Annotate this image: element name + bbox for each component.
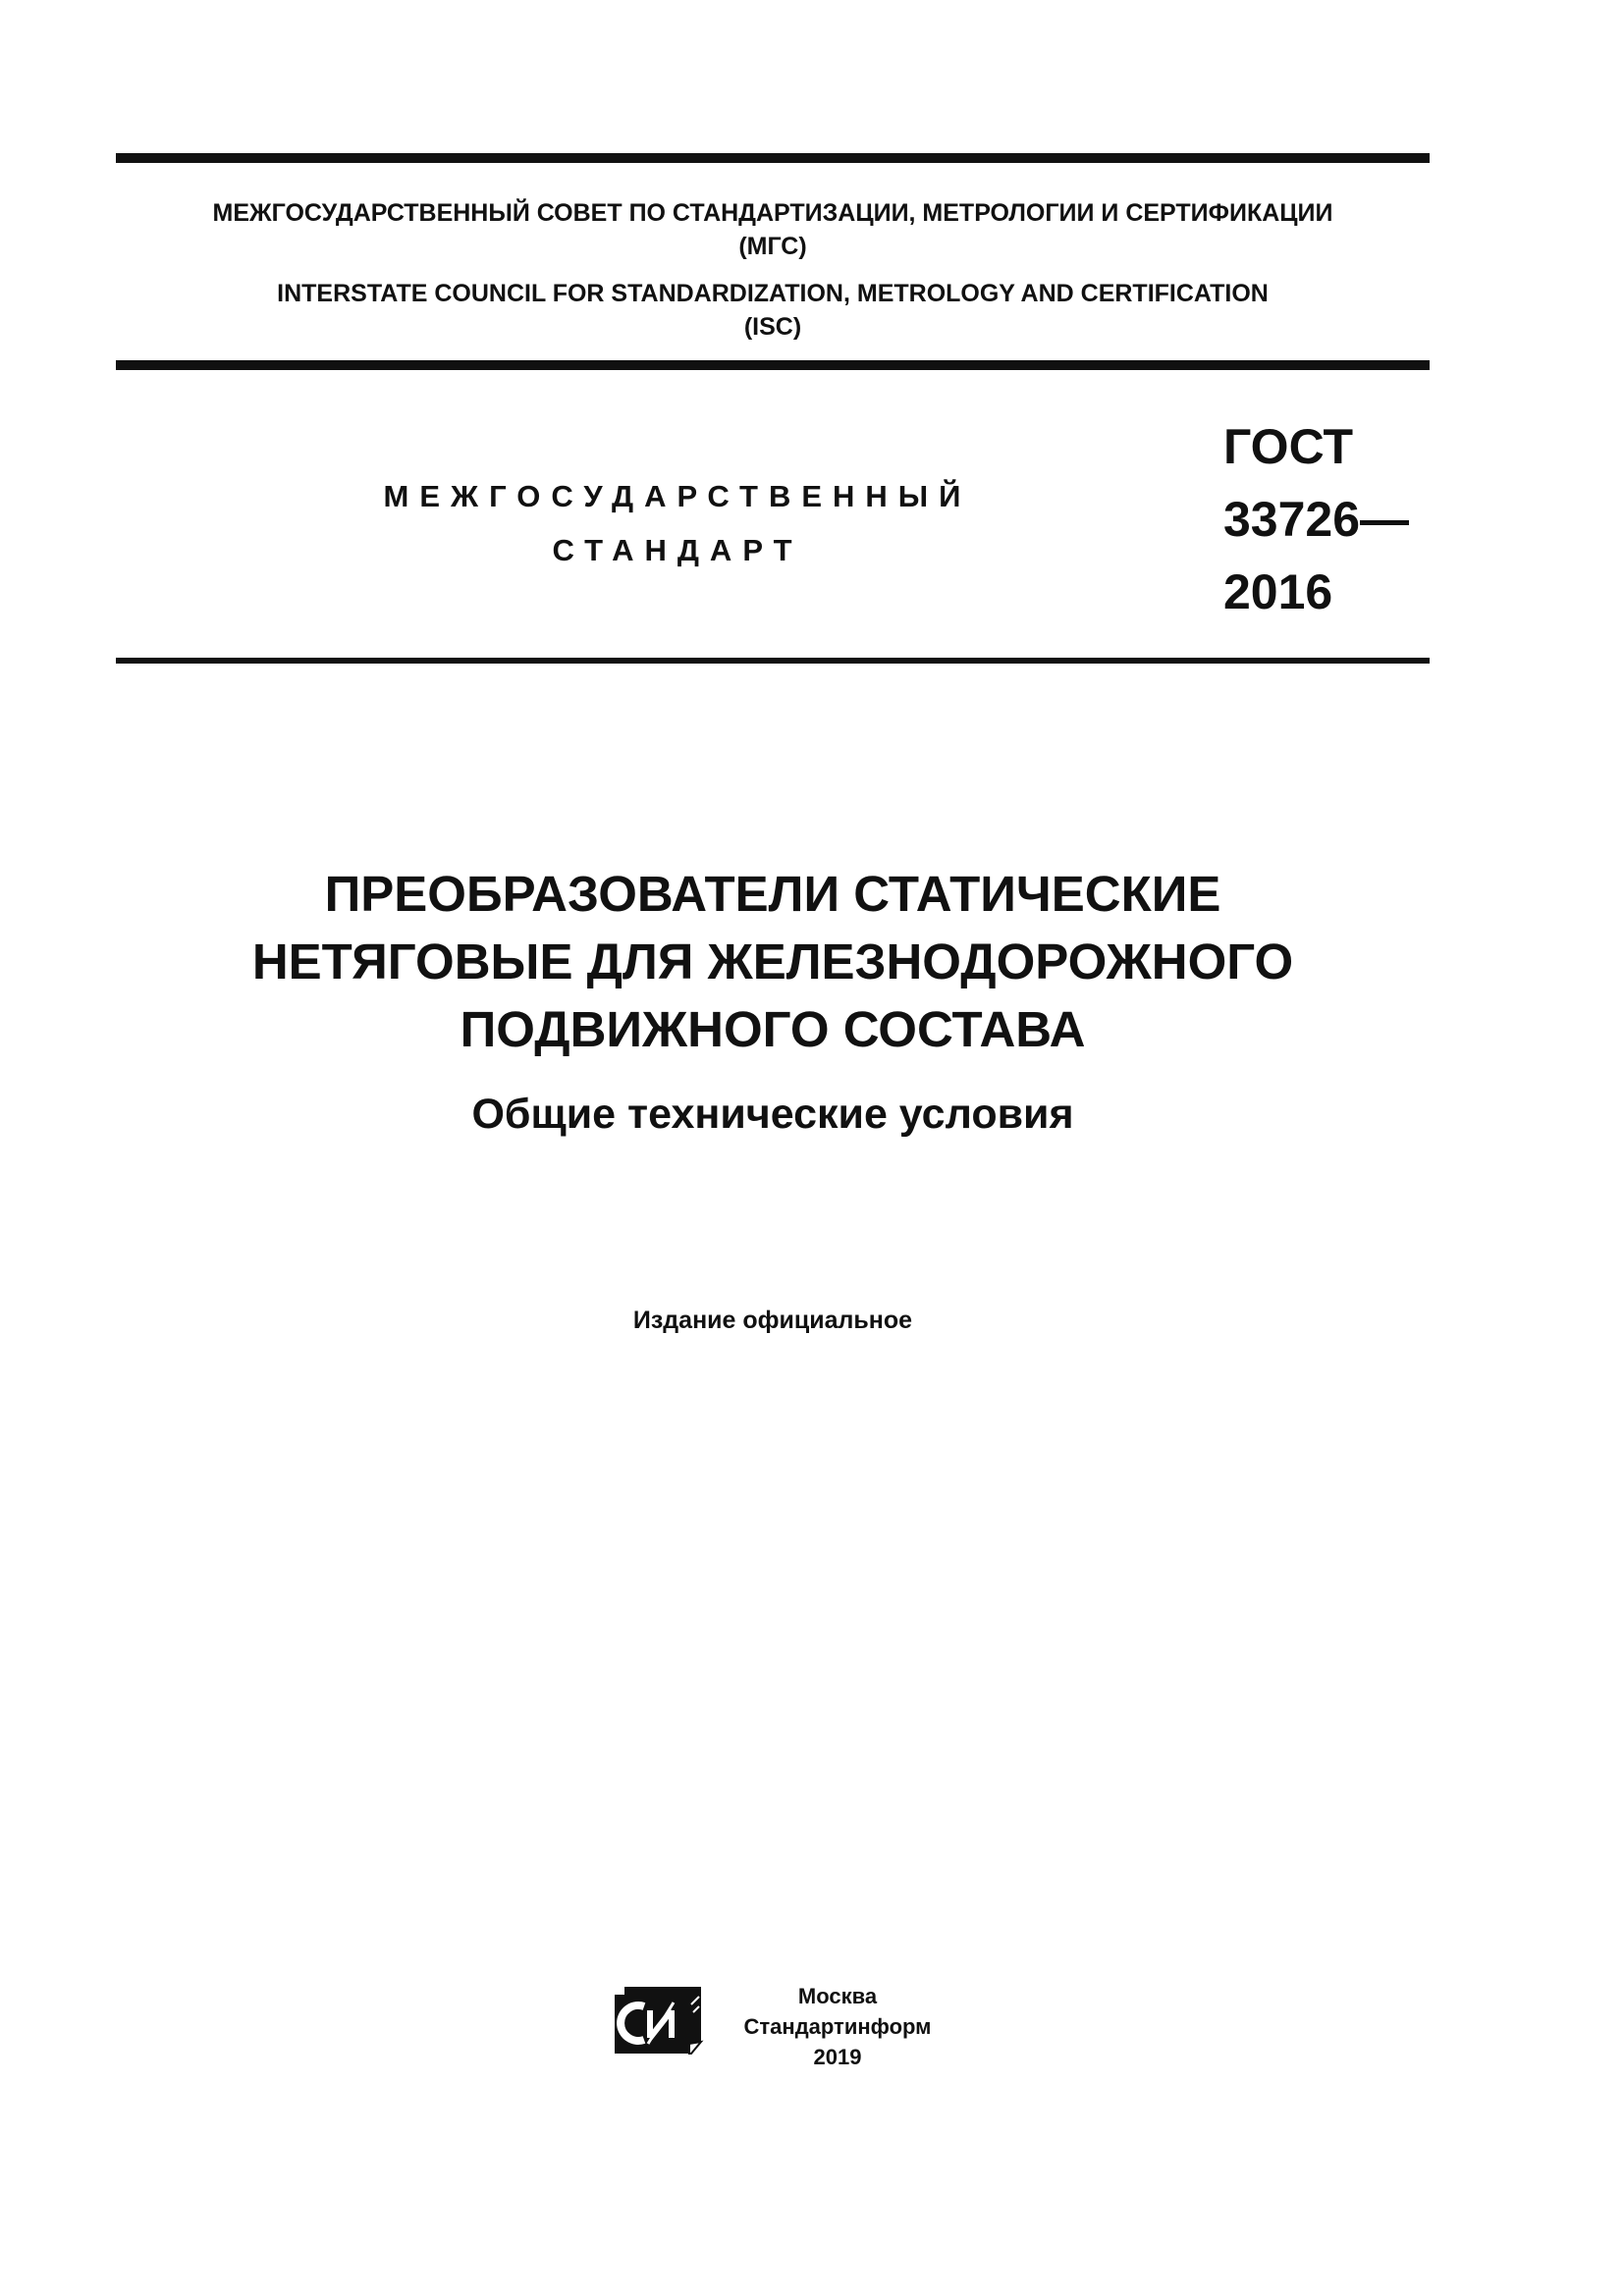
council-name-en: INTERSTATE COUNCIL FOR STANDARDIZATION, METROLOGY AND CERTIFICATION (277, 280, 1269, 307)
standard-type-line2: СТАНДАРТ (552, 533, 803, 567)
gost-number: 33726— (1223, 492, 1410, 547)
gost-prefix: ГОСТ (1223, 419, 1353, 474)
publisher-year: 2019 (813, 2045, 862, 2069)
publisher-block (715, 1981, 960, 2072)
standard-type-line1: МЕЖГОСУДАРСТВЕННЫЙ (383, 479, 972, 513)
council-abbr-ru: (МГС) (738, 233, 807, 260)
top-rule (116, 153, 1430, 163)
standard-type (324, 469, 1031, 577)
document-title-line3: ПОДВИЖНОГО СОСТАВА (460, 1001, 1086, 1057)
gost-designation (1223, 410, 1409, 628)
gost-year: 2016 (1223, 564, 1333, 619)
bottom-rule (116, 658, 1430, 664)
middle-rule (116, 360, 1430, 370)
publisher-name: Стандартинформ (743, 2014, 932, 2039)
edition-label: Издание официальное (632, 1307, 913, 1334)
council-abbr-en: (ISC) (743, 313, 802, 341)
council-name-ru: МЕЖГОСУДАРСТВЕННЫЙ СОВЕТ ПО СТАНДАРТИЗАЦИИ, МЕТРОЛОГИИ И СЕРТИФИКАЦИИ (212, 199, 1333, 227)
document-title-line2: НЕТЯГОВЫЕ ДЛЯ ЖЕЛЕЗНОДОРОЖНОГО (251, 934, 1294, 989)
document-title (116, 860, 1430, 1063)
council-name-en-block (116, 277, 1430, 344)
document-subtitle: Общие технические условия (471, 1091, 1074, 1138)
standartinform-logo-icon (611, 1983, 705, 2057)
council-name-ru-block (116, 196, 1430, 263)
publisher-city: Москва (797, 1984, 878, 2008)
document-title-line1: ПРЕОБРАЗОВАТЕЛИ СТАТИЧЕСКИЕ (324, 866, 1221, 922)
